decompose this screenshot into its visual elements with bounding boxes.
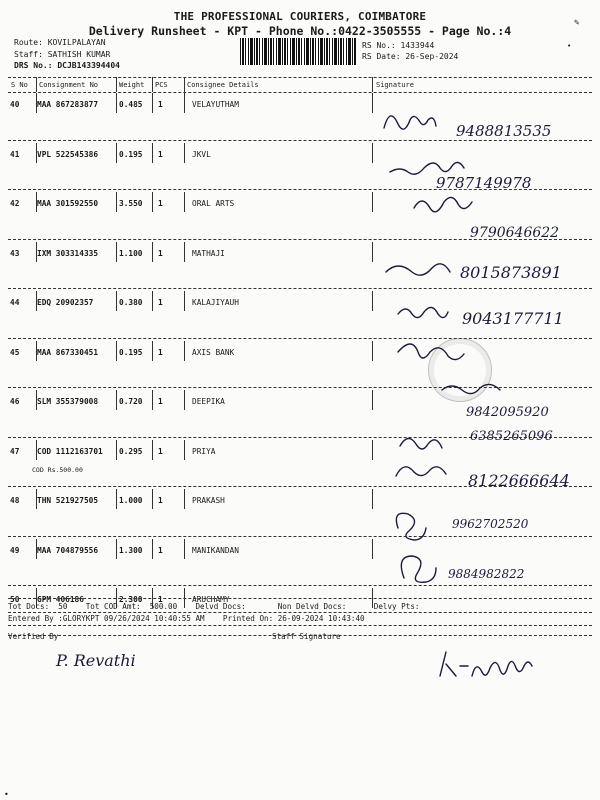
col-divider bbox=[116, 489, 117, 509]
cell-pcs: 1 bbox=[158, 100, 163, 109]
entered-by-line: Entered By :GLORYKPT 09/26/2024 10:40:55 AM Printed On: 26-09-2024 10:43:40 bbox=[8, 614, 365, 623]
cell-sno: 41 bbox=[10, 149, 20, 159]
cell-consignment-no: VPL 522545386 bbox=[37, 149, 99, 159]
col-divider bbox=[152, 192, 153, 212]
rs-date-line: RS Date: 26-Sep-2024 bbox=[362, 52, 459, 61]
cell-sno: 45 bbox=[10, 347, 20, 357]
cell-sno: 43 bbox=[10, 248, 20, 258]
col-divider bbox=[184, 440, 185, 460]
col-divider bbox=[184, 93, 185, 113]
cell-pcs: 1 bbox=[158, 347, 163, 357]
cell-sno: 50 bbox=[10, 595, 20, 604]
cell-consignment-no: MAA 704879556 bbox=[37, 545, 99, 555]
cell-weight: 0.195 bbox=[119, 347, 143, 357]
header-right bbox=[362, 40, 458, 62]
col-divider bbox=[36, 77, 37, 92]
col-divider bbox=[372, 77, 373, 92]
cell-consignee: MANIKANDAN bbox=[192, 545, 239, 555]
cell-pcs: 1 bbox=[158, 199, 163, 208]
col-divider bbox=[372, 341, 373, 361]
cell-weight: 0.380 bbox=[119, 298, 143, 307]
cell-weight: 0.720 bbox=[119, 397, 143, 406]
col-divider bbox=[184, 489, 185, 509]
signature-note: 9488813535 bbox=[456, 122, 552, 140]
verified-by-label: Verified By bbox=[8, 632, 59, 641]
cell-pcs: 1 bbox=[158, 298, 163, 307]
col-divider bbox=[184, 242, 185, 262]
route-value: KOVILPALAYAN bbox=[47, 38, 106, 47]
cell-consignment-no: GPM 406186 bbox=[37, 595, 84, 604]
col-divider bbox=[36, 539, 37, 559]
col-pcs: PCS bbox=[155, 81, 168, 89]
cell-weight: 0.195 bbox=[119, 149, 143, 159]
staff-value: SATHISH KUMAR bbox=[47, 49, 111, 59]
cell-weight: 0.295 bbox=[119, 446, 143, 456]
col-divider bbox=[184, 143, 185, 163]
col-divider bbox=[116, 291, 117, 311]
col-divider bbox=[36, 440, 37, 460]
cell-pcs: 1 bbox=[158, 545, 163, 555]
cell-pcs: 1 bbox=[158, 496, 163, 505]
cell-consignee: PRAKASH bbox=[192, 496, 225, 505]
signature-mark bbox=[398, 307, 448, 317]
col-divider bbox=[116, 242, 117, 262]
cell-weight: 2.300 bbox=[119, 595, 143, 604]
col-divider bbox=[152, 93, 153, 113]
col-consignment: Consignment No bbox=[39, 81, 99, 89]
signature-note: 8015873891 bbox=[460, 263, 562, 282]
cell-pcs: 1 bbox=[158, 149, 163, 159]
col-divider bbox=[372, 242, 373, 262]
cell-consignee: VELAYUTHAM bbox=[192, 100, 239, 109]
table-top-rule bbox=[8, 77, 592, 78]
col-divider bbox=[152, 440, 153, 460]
cell-pcs: 1 bbox=[158, 397, 163, 406]
cell-sno: 44 bbox=[10, 298, 20, 307]
cell-pcs: 1 bbox=[158, 248, 163, 258]
col-divider bbox=[116, 192, 117, 212]
rs-date-value: 26-Sep-2024 bbox=[405, 52, 459, 61]
col-divider bbox=[372, 539, 373, 559]
company-title: THE PROFESSIONAL COURIERS, COIMBATORE bbox=[173, 10, 427, 23]
footer-rule bbox=[8, 612, 592, 613]
rs-no-line: RS No.: 1433944 bbox=[362, 41, 435, 50]
col-signature: Signature bbox=[376, 81, 414, 89]
signature-note: 9884982822 bbox=[448, 567, 525, 581]
col-divider bbox=[152, 291, 153, 311]
col-divider bbox=[36, 93, 37, 113]
signature-mark bbox=[396, 467, 446, 476]
route-line: Route: KOVILPALAYAN bbox=[14, 38, 106, 47]
cell-consignee: PRIYA bbox=[192, 446, 216, 456]
signature-note: 8122666644 bbox=[468, 471, 570, 490]
page-mark: • bbox=[4, 790, 9, 799]
cell-sno: 48 bbox=[10, 496, 20, 505]
col-divider bbox=[372, 192, 373, 212]
cell-sno: 42 bbox=[10, 199, 20, 208]
col-divider bbox=[184, 77, 185, 92]
cell-weight: 1.100 bbox=[119, 248, 143, 258]
col-divider bbox=[372, 291, 373, 311]
col-divider bbox=[372, 440, 373, 460]
col-weight: Weight bbox=[119, 81, 145, 89]
cell-consignment-no: MAA 301592550 bbox=[37, 199, 99, 208]
footer-rule bbox=[8, 598, 592, 599]
verifier-signature bbox=[54, 642, 164, 676]
svg-text:P. Revathi: P. Revathi bbox=[56, 651, 136, 670]
signature-note: 9962702520 bbox=[452, 517, 529, 531]
staff-signature-label: Staff Signature bbox=[272, 632, 341, 641]
cell-consignment-no: MAA 867330451 bbox=[37, 347, 99, 357]
footer-rule bbox=[8, 625, 592, 626]
col-divider bbox=[116, 93, 117, 113]
cell-consignee: ARUCHAMY bbox=[192, 595, 230, 604]
cell-pcs: 1 bbox=[158, 595, 163, 604]
col-divider bbox=[152, 143, 153, 163]
col-divider bbox=[152, 242, 153, 262]
signature-mark bbox=[401, 556, 436, 582]
col-divider bbox=[184, 291, 185, 311]
col-divider bbox=[184, 539, 185, 559]
signature-note: 6385265096 bbox=[470, 429, 553, 444]
col-divider bbox=[184, 192, 185, 212]
rs-no-value: 1433944 bbox=[400, 41, 435, 50]
col-consignee: Consignee Details bbox=[187, 81, 259, 89]
signature-mark bbox=[400, 438, 442, 449]
signature-mark bbox=[442, 384, 500, 393]
signature-note: 9842095920 bbox=[466, 405, 549, 420]
cell-weight: 1.000 bbox=[119, 496, 143, 505]
cell-consignment-no: MAA 867283877 bbox=[37, 100, 99, 109]
drs-value: DCJB143394404 bbox=[57, 61, 120, 70]
cell-weight: 1.300 bbox=[119, 545, 143, 555]
totals-line: Tot Docs: 50 Tot COD Amt: 500.00 Delvd Docs: Non Delvd Docs: Delvy Pts: bbox=[8, 602, 420, 611]
cell-consignee: DEEPIKA bbox=[192, 397, 225, 406]
cell-pcs: 1 bbox=[158, 446, 163, 456]
cell-weight: 3.550 bbox=[119, 199, 143, 208]
signature-mark bbox=[390, 162, 464, 174]
signature-mark bbox=[396, 513, 426, 540]
col-divider bbox=[116, 390, 117, 410]
staff-line: Staff: SATHISH KUMAR bbox=[14, 49, 111, 59]
col-divider bbox=[152, 390, 153, 410]
col-divider bbox=[36, 242, 37, 262]
signature-mark bbox=[384, 116, 436, 129]
col-divider bbox=[152, 489, 153, 509]
col-divider bbox=[372, 489, 373, 509]
cell-sno: 40 bbox=[10, 100, 20, 109]
signature-mark bbox=[414, 197, 472, 211]
col-divider bbox=[36, 489, 37, 509]
cell-consignee: JKVL bbox=[192, 149, 211, 159]
cell-consignment-no: COD 1112163701 bbox=[37, 446, 103, 456]
col-divider bbox=[184, 390, 185, 410]
col-divider bbox=[36, 390, 37, 410]
col-divider bbox=[116, 341, 117, 361]
staff-handwritten-signature bbox=[436, 646, 556, 686]
col-divider bbox=[116, 77, 117, 92]
cell-consignment-no: IXM 303314335 bbox=[37, 248, 99, 258]
drs-line: DRS No.: DCJB143394404 bbox=[14, 61, 120, 70]
cell-consignee: AXIS BANK bbox=[192, 347, 235, 357]
col-divider bbox=[116, 539, 117, 559]
signature-note: 9043177711 bbox=[462, 309, 564, 328]
cell-sno: 46 bbox=[10, 397, 20, 406]
col-divider bbox=[372, 143, 373, 163]
cell-sno: 49 bbox=[10, 545, 20, 555]
barcode bbox=[240, 38, 356, 65]
runsheet-subtitle: Delivery Runsheet - KPT - Phone No.:0422-3505555 - Page No.:4 bbox=[88, 24, 512, 38]
cell-consignment-no: EDQ 20902357 bbox=[37, 298, 94, 307]
cell-cod-amount: COD Rs.500.00 bbox=[32, 465, 83, 474]
cell-consignee: MATHAJI bbox=[192, 248, 225, 258]
corner-dot: • bbox=[567, 42, 572, 50]
col-divider bbox=[184, 341, 185, 361]
signature-note: 9787149978 bbox=[436, 174, 532, 192]
cell-sno: 47 bbox=[10, 446, 20, 456]
col-divider bbox=[36, 291, 37, 311]
cell-consignment-no: THN 521927505 bbox=[37, 496, 99, 505]
cell-consignment-no: SLM 355379008 bbox=[37, 397, 99, 406]
col-divider bbox=[152, 341, 153, 361]
col-divider bbox=[116, 440, 117, 460]
col-divider bbox=[152, 77, 153, 92]
cell-consignee: ORAL ARTS bbox=[192, 199, 235, 208]
signature-note: 9790646622 bbox=[470, 225, 560, 241]
col-divider bbox=[36, 143, 37, 163]
signature-mark bbox=[386, 264, 450, 275]
signature-mark bbox=[398, 344, 464, 360]
col-sno: S No bbox=[11, 81, 28, 89]
col-divider bbox=[372, 93, 373, 113]
col-divider bbox=[116, 143, 117, 163]
handwritten-signatures bbox=[378, 100, 588, 580]
col-divider bbox=[36, 192, 37, 212]
col-divider bbox=[36, 341, 37, 361]
row-rule bbox=[8, 585, 592, 586]
col-divider bbox=[152, 539, 153, 559]
cell-consignee: KALAJIYAUH bbox=[192, 298, 239, 307]
cell-weight: 0.485 bbox=[119, 100, 143, 109]
corner-mark: ✎ bbox=[574, 18, 580, 28]
col-divider bbox=[372, 390, 373, 410]
header-left bbox=[14, 37, 120, 72]
